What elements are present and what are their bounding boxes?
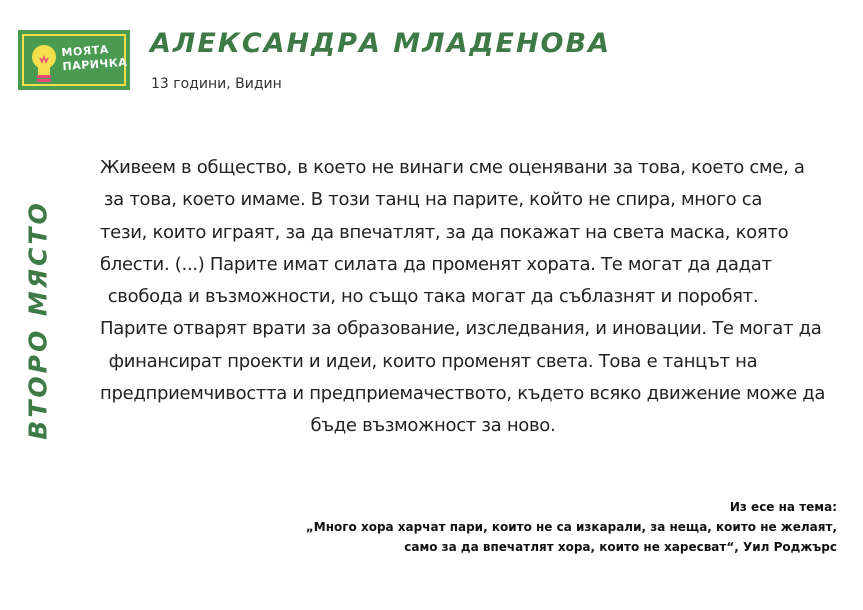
essay-line: Живеем в общество, в което не винаги сме оценявани за това, което сме, а xyxy=(100,157,805,178)
award-place: ВТОРО МЯСТО xyxy=(23,200,53,440)
logo xyxy=(18,30,130,90)
essay-line: Парите отварят врати за образование, изследвания, и иновации. Те могат да xyxy=(100,318,822,340)
topic-heading: Из есе на тема: xyxy=(729,500,837,514)
logo-line-2: ПАРИЧКА xyxy=(62,55,128,74)
essay-line: тези, които играят, за да впечатлят, за да покажат на света маска, която xyxy=(100,221,789,243)
essay-line: блести. (...) Парите имат силата да променят хората. Те могат да дадат xyxy=(100,253,772,275)
logo-text xyxy=(61,42,128,74)
essay-line: финансират проекти и идеи, които променят света. Това е танцът на xyxy=(108,350,758,372)
essay-excerpt xyxy=(100,152,826,443)
essay-line: за това, което имаме. В този танц на парите, който не спира, много са xyxy=(103,189,763,211)
essay-topic xyxy=(306,497,837,557)
topic-quote-line-2: само за да впечатлят хора, които не харесват“, Уил Роджърс xyxy=(404,540,837,554)
essay-line: бъде възможност за ново. xyxy=(310,415,556,437)
author-details: 13 години, Видин xyxy=(151,76,282,92)
essay-line: свобода и възможности, но също така могат да съблазнят и поробят. xyxy=(107,286,759,308)
lightbulb-icon xyxy=(28,42,60,86)
logo-line-1: МОЯТА xyxy=(61,42,110,60)
logo-frame xyxy=(22,34,126,86)
topic-quote-line-1: „Много хора харчат пари, които не са изкарали, за неща, които не желаят, xyxy=(305,520,837,534)
author-name: АЛЕКСАНДРА МЛАДЕНОВА xyxy=(150,28,611,59)
essay-line: предприемчивостта и предприемачеството, където всяко движение може да xyxy=(100,383,826,405)
